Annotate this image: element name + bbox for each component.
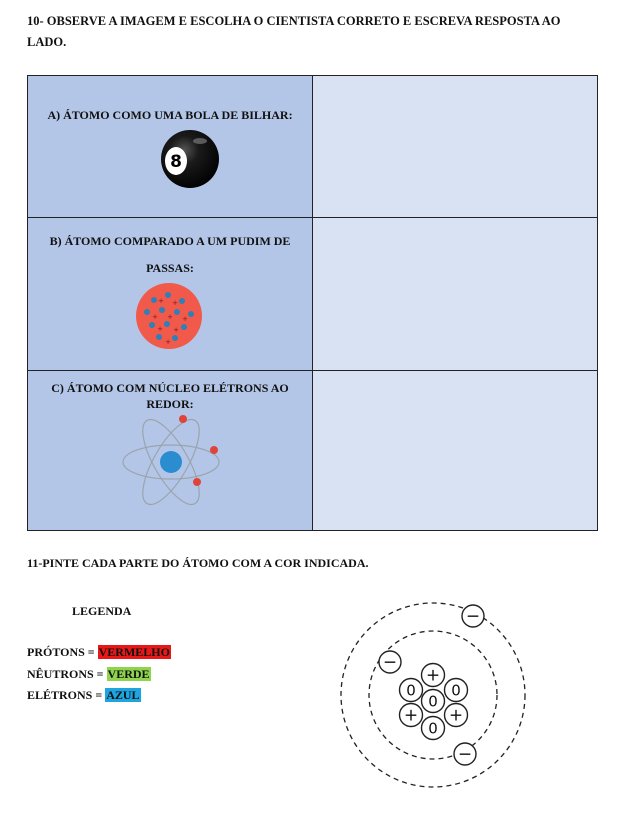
atom-coloring-diagram xyxy=(330,595,540,795)
answer-cell-c[interactable] xyxy=(313,370,598,530)
table-row-c xyxy=(28,370,598,530)
neutron-symbol: 0 xyxy=(428,719,438,738)
proton-particle[interactable] xyxy=(422,664,445,687)
billiard-ball-image xyxy=(28,129,312,209)
legend-item-neutrons: NÊUTRONS = VERDE xyxy=(27,667,150,681)
model-cell-a xyxy=(28,76,313,218)
neutron-particle[interactable] xyxy=(400,679,423,702)
question-11-text: 11-PINTE CADA PARTE DO ÁTOMO COM A COR INDICADA. xyxy=(27,556,369,570)
billiard-ball-number: 8 xyxy=(170,152,182,172)
answer-cell-b[interactable] xyxy=(313,217,598,370)
legend-item-electrons: ELÉTRONS = AZUL xyxy=(27,688,140,702)
model-cell-b xyxy=(28,217,313,370)
proton-symbol: + xyxy=(448,705,464,726)
model-cell-c xyxy=(28,370,313,530)
neutron-particle[interactable] xyxy=(422,717,445,740)
model-label-b: B) ÁTOMO COMPARADO A UM PUDIM DE PASSAS: xyxy=(49,233,291,275)
rutherford-atom-image xyxy=(28,412,312,522)
model-label-c: C) ÁTOMO COM NÚCLEO ELÉTRONS AO REDOR: xyxy=(51,380,289,411)
atom-models-table xyxy=(27,75,598,531)
electron-particle[interactable] xyxy=(454,743,476,765)
proton-particle[interactable] xyxy=(400,704,423,727)
neutron-symbol: 0 xyxy=(451,681,461,700)
electron-symbol: − xyxy=(382,652,398,673)
table-row-a xyxy=(28,76,598,218)
proton-symbol: + xyxy=(403,705,419,726)
plum-pudding-image xyxy=(28,282,312,362)
svg-text:+: + xyxy=(173,325,179,334)
neutron-symbol: 0 xyxy=(406,681,416,700)
answer-cell-a[interactable] xyxy=(313,76,598,218)
svg-text:+: + xyxy=(182,314,188,323)
electron-particle[interactable] xyxy=(462,605,484,627)
svg-text:+: + xyxy=(157,324,163,333)
question-10-text: 10- OBSERVE A IMAGEM E ESCOLHA O CIENTISTA CORRETO E ESCREVA RESPOSTA AO LADO. xyxy=(27,14,561,49)
svg-text:+: + xyxy=(152,312,158,321)
legend-item-protons: PRÓTONS = VERMELHO xyxy=(27,645,170,659)
legend-color-red: VERMELHO xyxy=(98,645,170,659)
electron-particle[interactable] xyxy=(379,651,401,673)
svg-text:+: + xyxy=(172,298,178,307)
neutron-particle[interactable] xyxy=(422,690,445,713)
table-row-b xyxy=(28,217,598,370)
proton-symbol: + xyxy=(425,665,441,686)
neutron-symbol: 0 xyxy=(428,692,438,711)
legend-title: LEGENDA xyxy=(72,604,132,618)
proton-particle[interactable] xyxy=(445,704,468,727)
svg-text:+: + xyxy=(167,312,173,321)
svg-text:+: + xyxy=(158,296,164,305)
model-label-a: A) ÁTOMO COMO UMA BOLA DE BILHAR: xyxy=(47,108,293,122)
svg-text:+: + xyxy=(165,337,171,346)
legend-color-green: VERDE xyxy=(107,667,150,681)
electron-symbol: − xyxy=(457,744,473,765)
electron-symbol: − xyxy=(465,606,481,627)
legend-color-blue: AZUL xyxy=(106,688,140,702)
neutron-particle[interactable] xyxy=(445,679,468,702)
